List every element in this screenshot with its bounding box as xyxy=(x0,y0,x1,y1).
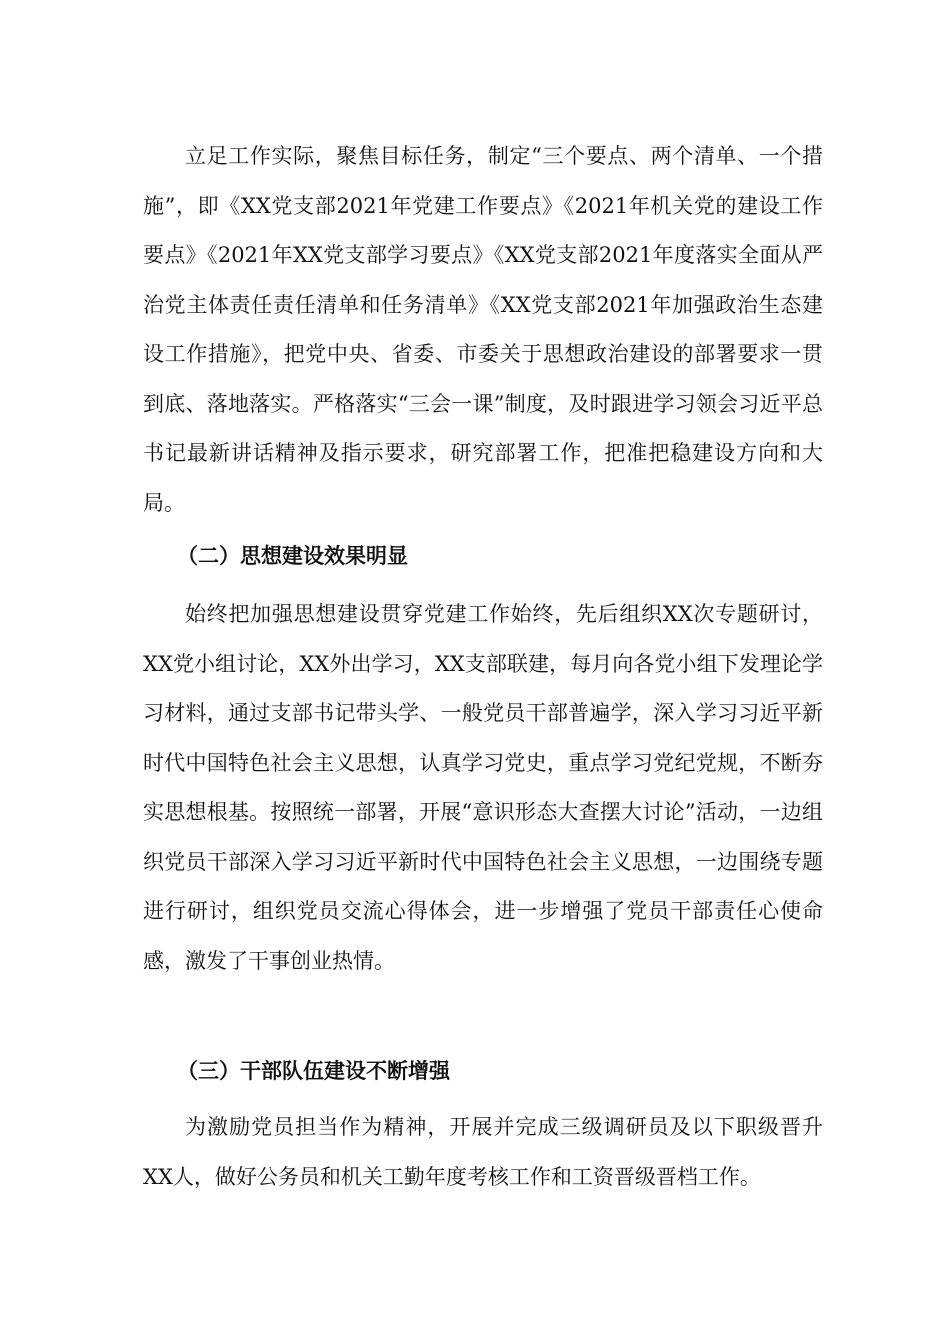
body-paragraph: 始终把加强思想建设贯穿党建工作始终，先后组织XX次专题研讨，XX党小组讨论，XX外出学习，XX支部联建，每月向各党小组下发理论学习材料，通过支部书记带头学、一般党员干部普遍学，深入学习习近平新时代中国特色社会主义思想，认真学习党史，重点学习党纪党规，不断夯实思想根基。按照统一部署，开展“意识形态大查摆大讨论”活动，一边组织党员干部深入学习习近平新时代中国特色社会主义思想，一边围绕专题进行研讨，组织党员交流心得体会，进一步增强了党员干部责任心使命感，激发了干事创业热情。 xyxy=(143,602,823,973)
body-paragraph: 为激励党员担当作为精神，开展并完成三级调研员及以下职级晋升XX人，做好公务员和机关工勤年度考核工作和工资晋级晋档工作。 xyxy=(143,1115,823,1189)
body-paragraph: 立足工作实际，聚焦目标任务，制定“三个要点、两个清单、一个措施”，即《XX党支部2021年党建工作要点》《2021年机关党的建设工作要点》《2021年XX党支部学习要点》《XX党支部2021年度落实全面从严治党主体责任责任清单和任务清单》《XX党支部2021年加强政治生态建设工作措施》，把党中央、省委、市委关于思想政治建设的部署要求一贯到底、落地落实。严格落实“三会一课”制度，及时跟进学习领会习近平总书记最新讲话精神及指示要求，研究部署工作，把准把稳建设方向和大局。 xyxy=(143,144,823,515)
section-heading: （三）干部队伍建设不断增强 xyxy=(177,1058,450,1083)
section-heading: （二）思想建设效果明显 xyxy=(177,543,408,568)
